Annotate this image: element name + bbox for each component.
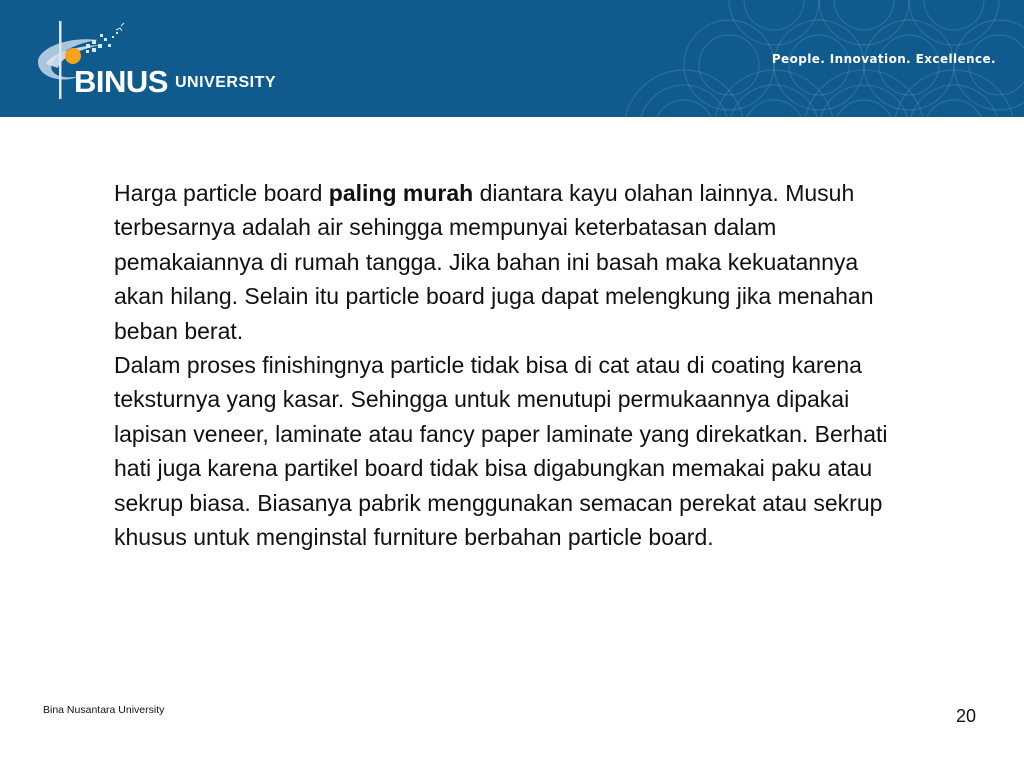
binus-logo-icon (28, 18, 308, 108)
logo-brand-text: BINUS (74, 64, 168, 99)
footer-org: Bina Nusantara University (43, 704, 165, 716)
p1-bold-text: paling murah (328, 180, 474, 206)
tagline: People. Innovation. Excellence. (771, 52, 996, 66)
p1-text-end: diantara kayu olahan lainnya. Musuh terbesarnya adalah air sehingga mempunyai keterbatasan dalam pemakaiannya di rumah tangga. Jika bahan ini basah maka kekuatannya akan hilang. Selain itu particle board juga dapat melengkung jika menahan beban berat. (114, 180, 874, 344)
body-text (114, 176, 914, 554)
header-banner (0, 0, 1024, 117)
paragraph-2: Dalam proses finishingnya particle tidak bisa di cat atau di coating karena teksturnya yang kasar. Sehingga untuk menutupi permukaannya dipakai lapisan veneer, laminate atau fancy paper laminate yang direkatkan. Berhati hati juga karena partikel board tidak bisa digabungkan memakai paku atau sekrup biasa. Biasanya pabrik menggunakan semacan perekat atau sekrup khusus untuk menginstal furniture berbahan particle board. (114, 352, 888, 551)
page-number: 20 (955, 706, 976, 726)
logo-suffix-text: UNIVERSITY (175, 74, 277, 91)
paragraph-1 (114, 176, 914, 348)
p1-text-start: Harga particle board (114, 180, 329, 206)
